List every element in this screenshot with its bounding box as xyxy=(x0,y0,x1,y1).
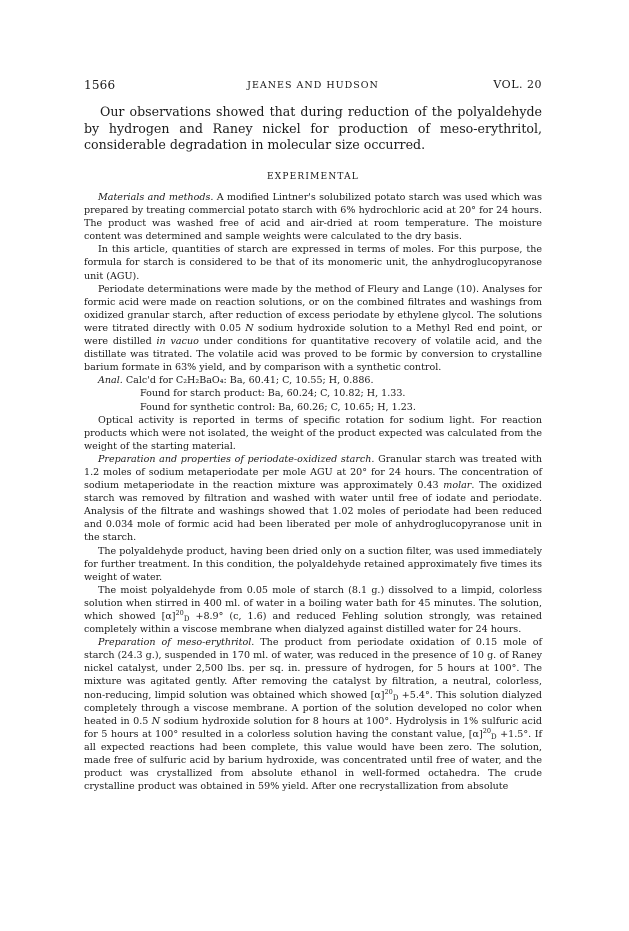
page-number: 1566 xyxy=(84,78,116,92)
periodate-text-1: Periodate determinations were made by the method of Fleury and Lange (10). Analyses for formic acid were made on reaction solutions, or on the combined filtrates and washings from oxidized granular starch, after reduction of excess periodate by ethylene glycol. The solutions were titrated directly with 0.05 xyxy=(84,283,542,334)
meso-text-2: +5.4°. This solution dialyzed completely through a viscose membrane. A portion of the solution developed no color when heated in 0.5 xyxy=(84,689,543,727)
moist-text-2: +8.9° (c, 1.6) and reduced Fehling solution strongly, was retained completely within a viscose membrane when dialyzed against distilled water for 24 hours. xyxy=(84,611,542,636)
found-starch-line: Found for starch product: Ba, 60.24; C, 10.82; H, 1.33. xyxy=(140,388,406,400)
preparation-molar: molar xyxy=(443,480,472,492)
materials-title: Materials and methods. xyxy=(98,192,214,203)
polyaldehyde-paragraph: The polyaldehyde product, having been dried only on a suction filter, was used immediately for further treatment. In this condition, the polyaldehyde retained approximately five times its weight of water. xyxy=(84,545,542,583)
header-volume: VOL. 20 xyxy=(493,78,542,91)
running-header xyxy=(84,78,542,94)
found-synthetic-line: Found for synthetic control: Ba, 60.26; C, 10.65; H, 1.23. xyxy=(140,401,416,413)
preparation-paragraph xyxy=(84,453,542,545)
meso-text-1: The product from periodate oxidation of 0.15 mole of starch (24.3 g.), suspended in 170 ml. of water, was reduced in the presence of 10 g. of Raney nickel catalyst, under 2,500 lbs. per sq. in. pressure of hydrogen, for 5 hours at 100°. The mixture was agitated gently. After removing the catalyst by filtration, a neutral, colorless, non-reducing, limpid solution was obtained which showed [α] xyxy=(84,637,542,701)
rotation-sodium-line: D xyxy=(183,615,190,623)
periodate-in-vacuo: in vacuo xyxy=(156,336,199,348)
intro-text: Our observations showed that during reduction of the polyaldehyde by hydrogen and Raney nickel for production of meso-erythritol, considerable degradation in molecular size occurred. xyxy=(84,104,542,152)
header-authors: JEANES AND HUDSON xyxy=(247,80,379,91)
quantities-paragraph: In this article, quantities of starch are expressed in terms of moles. For this purpose, the formula for starch is considered to be that of its monomeric unit, the anhydroglucopyranose unit (AGU). xyxy=(84,244,542,282)
analysis-calculated: Calc'd for C₂H₂BaO₄: Ba, 60.41; C, 10.55; H, 0.886. xyxy=(122,375,374,387)
moist-paragraph xyxy=(84,584,542,636)
analysis-line xyxy=(84,374,542,387)
periodate-paragraph xyxy=(84,283,542,375)
preparation-text-2: . The oxidized starch was removed by filtration and washed with water until free of iodate and periodate. Analysis of the filtrate and washings showed that 1.02 moles of periodate had been reduced and 0.034 mole of formic acid had been liberated per mole of anhydroglucopyranose unit in the starch. xyxy=(84,480,542,544)
periodate-text-2: sodium hydroxide solution to a Methyl Red end point, or were distilled xyxy=(84,322,542,348)
rotation-sodium-line: D xyxy=(392,693,399,702)
rotation-sodium-line: D xyxy=(490,732,497,741)
rotation-temperature: 20 xyxy=(384,687,393,696)
section-heading: EXPERIMENTAL xyxy=(267,172,359,182)
preparation-title: Preparation and properties of periodate-oxidized starch. xyxy=(98,453,375,465)
meso-text-4: +1.5°. If all expected reactions had been complete, this value would have been zero. The solution, made free of sulfuric acid by barium hydroxide, was concentrated until free of water, and the product was crystallized from absolute ethanol in well-formed octahedra. The crude crystalline product was obtained in 59% yield. After one recrystallization from absolute xyxy=(84,728,542,793)
rotation-temperature: 20 xyxy=(482,726,491,735)
meso-paragraph xyxy=(84,636,542,793)
periodate-normality: N xyxy=(245,322,254,334)
moist-text-1: The moist polyaldehyde from 0.05 mole of starch (8.1 g.) dissolved to a limpid, colorless solution when stirred in 400 ml. of water in a boiling water bath for 45 minutes. The solution, which showed [α] xyxy=(84,584,542,622)
optical-paragraph: Optical activity is reported in terms of specific rotation for sodium light. For reaction products which were not isolated, the weight of the product expected was calculated from the weight of the starting material. xyxy=(84,414,542,452)
experimental-body xyxy=(84,191,542,793)
intro-paragraph xyxy=(84,104,542,154)
meso-title: Preparation of meso-erythritol. xyxy=(98,637,255,649)
meso-text-3: sodium hydroxide solution for 8 hours at 100°. Hydrolysis in 1% sulfuric acid for 5 hours at 100° resulted in a colorless solution having the constant value, [α] xyxy=(84,715,542,740)
preparation-text-1: Granular starch was treated with 1.2 moles of sodium metaperiodate per mole AGU at 20° for 24 hours. The concentration of sodium metaperiodate in the reaction mixture was approximately 0.43 xyxy=(84,453,542,492)
periodate-text-3: under conditions for quantitative recovery of volatile acid, and the distillate was titrated. The volatile acid was proved to be formic by conversion to crystalline barium formate in 63% yield, and by comparison with a synthetic control. xyxy=(84,336,542,374)
materials-text: A modified Lintner's solubilized potato starch was used which was prepared by treating commercial potato starch with 6% hydrochloric acid at 20° for 24 hours. The product was washed free of acid and air-dried at room temperature. The moisture content was determined and sample weights were calculated to the dry basis. xyxy=(84,192,542,243)
rotation-temperature: 20 xyxy=(175,609,184,617)
materials-paragraph xyxy=(84,191,542,243)
meso-normality: N xyxy=(151,715,161,727)
analysis-label: Anal. xyxy=(98,375,123,387)
